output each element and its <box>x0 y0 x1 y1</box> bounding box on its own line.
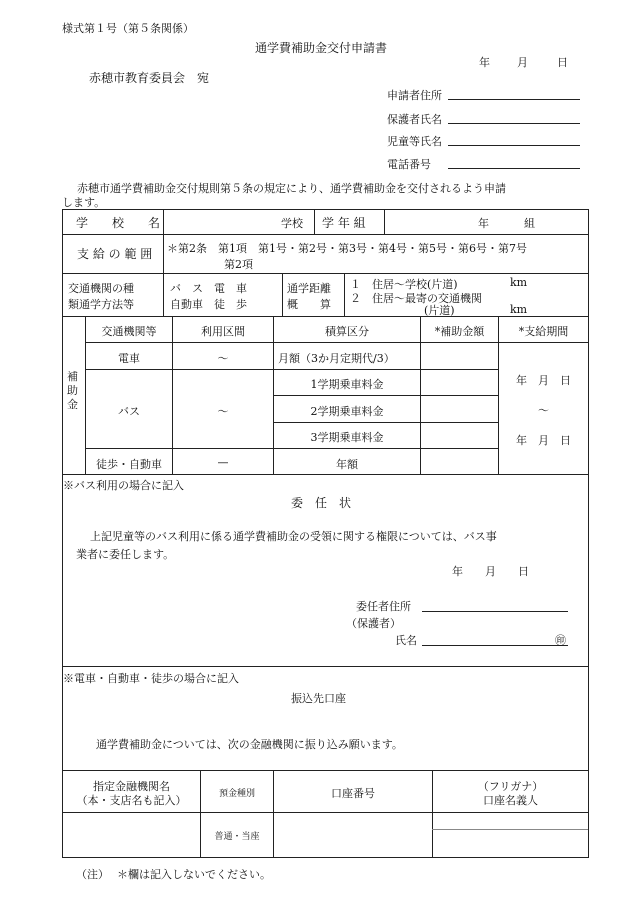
date-day-label: 日 <box>557 56 568 69</box>
applicant-address-field[interactable] <box>448 86 580 100</box>
bank-header-institution-line-1: 指定金融機関名 <box>93 780 170 793</box>
header-section: 利用区間 <box>201 325 245 338</box>
bank-body: 通学費補助金については、次の金融機関に振り込み願います。 <box>96 738 403 751</box>
bus-calc-term-2: 2学期乗車料金 <box>310 405 384 418</box>
proxy-address-label: 委任者住所 <box>356 600 411 613</box>
date-year-label: 年 <box>479 56 490 69</box>
grade-class-label: 学 年 組 <box>322 216 366 230</box>
school-name-field[interactable] <box>164 210 276 234</box>
scope-line-1: ＊第2条 第1項 第1号・第2号・第3号・第4号・第5号・第6号・第7号 <box>167 242 527 255</box>
bank-header-furigana: （フリガナ） <box>477 780 544 793</box>
bank-institution-field[interactable] <box>63 813 200 857</box>
walk-section: — <box>217 456 229 469</box>
header-period: *支給期間 <box>518 325 569 338</box>
period-to: 年 月 日 <box>516 434 571 447</box>
phone-field[interactable] <box>448 155 580 169</box>
bus-section: ～ <box>217 405 229 418</box>
intro-line-1: 赤穂市通学費補助金交付規則第５条の規定により、通学費補助金を交付されるよう申請 <box>77 182 506 195</box>
account-number-field[interactable] <box>274 813 432 857</box>
proxy-date: 年 月 日 <box>452 565 529 578</box>
bus-calc-term-3: 3学期乗車料金 <box>310 431 384 444</box>
header-calc: 積算区分 <box>325 325 369 338</box>
distance-label-line-2: 概 算 <box>287 298 331 311</box>
bank-header-holder: 口座名義人 <box>483 794 538 807</box>
walk-label: 徒歩・自動車 <box>96 458 162 471</box>
guardian-name-label: 保護者氏名 <box>387 113 442 126</box>
subsidy-side-label: 補助金 <box>67 370 78 411</box>
proxy-note: ※バス利用の場合に記入 <box>63 479 184 492</box>
proxy-name-field[interactable] <box>422 632 568 646</box>
date-month-label: 月 <box>517 56 528 69</box>
train-section: ～ <box>217 352 229 365</box>
header-transport: 交通機関等 <box>101 325 157 338</box>
period-from: 年 月 日 <box>516 374 571 387</box>
walk-calc: 年額 <box>336 458 358 471</box>
transport-modes-line-1: バ ス 電 車 <box>170 282 247 295</box>
form-number: 様式第１号（第５条関係） <box>62 22 194 35</box>
distance-label-line-1: 通学距離 <box>287 282 331 295</box>
proxy-guardian-label: （保護者） <box>346 617 401 630</box>
child-name-label: 児童等氏名 <box>387 135 442 148</box>
grade-class-suffix: 組 <box>524 217 535 230</box>
school-name-label: 学 校 名 <box>76 216 161 230</box>
intro-line-2: します。 <box>62 196 106 209</box>
bus-calc-term-1: 1学期乗車料金 <box>310 378 384 391</box>
grade-year-label: 年 <box>478 217 489 230</box>
account-holder-field[interactable] <box>433 830 588 857</box>
proxy-body-line-1: 上記児童等のバス利用に係る通学費補助金の受領に関する権限については、バス事 <box>90 530 497 543</box>
distance-school: １ 住居～学校(片道) <box>350 278 458 291</box>
bank-title: 振込先口座 <box>291 692 346 705</box>
footer-note-text: ＊欄は記入しないでください。 <box>117 868 271 881</box>
scope-line-2: 第2項 <box>224 258 253 271</box>
bank-header-institution-line-2: （本・支店名も記入） <box>76 794 187 807</box>
footer-note-label: （注） <box>76 868 109 881</box>
seal-mark: ㊞ <box>555 634 566 647</box>
train-label: 電車 <box>118 352 140 365</box>
proxy-body-line-2: 業者に委任します。 <box>76 548 175 561</box>
proxy-address-field[interactable] <box>422 598 568 612</box>
child-name-field[interactable] <box>448 132 580 146</box>
bank-note: ※電車・自動車・徒歩の場合に記入 <box>63 672 239 685</box>
transport-label-line-1: 交通機関の種 <box>68 282 134 295</box>
phone-label: 電話番号 <box>387 158 431 171</box>
header-amount: *補助金額 <box>434 325 485 338</box>
distance-school-unit: km <box>510 276 528 289</box>
bus-label: バス <box>118 405 140 418</box>
distance-station-sub: (片道) <box>424 304 455 317</box>
furigana-field[interactable] <box>433 813 588 829</box>
train-calc: 月額（3か月定期代/3） <box>278 352 395 365</box>
guardian-name-field[interactable] <box>448 110 580 124</box>
addressee: 赤穂市教育委員会 宛 <box>89 71 210 85</box>
transport-modes-line-2: 自動車 徒 歩 <box>170 298 247 311</box>
distance-station-unit: km <box>510 303 528 316</box>
scope-label: 支 給 の 範 囲 <box>77 247 153 261</box>
bank-header-account-number: 口座番号 <box>331 787 375 800</box>
proxy-title: 委 任 状 <box>291 496 352 510</box>
period-separator: ～ <box>538 404 549 417</box>
form-title: 通学費補助金交付申請書 <box>255 41 388 55</box>
account-type-options[interactable]: 普通・当座 <box>214 832 260 842</box>
distance-station: ２ 住居～最寄の交通機関 <box>350 292 482 305</box>
school-suffix: 学校 <box>281 217 303 230</box>
proxy-name-label: 氏名 <box>395 634 417 647</box>
applicant-address-label: 申請者住所 <box>387 89 442 102</box>
bank-header-account-type: 預金種別 <box>218 789 255 799</box>
transport-label-line-2: 類通学方法等 <box>68 298 134 311</box>
